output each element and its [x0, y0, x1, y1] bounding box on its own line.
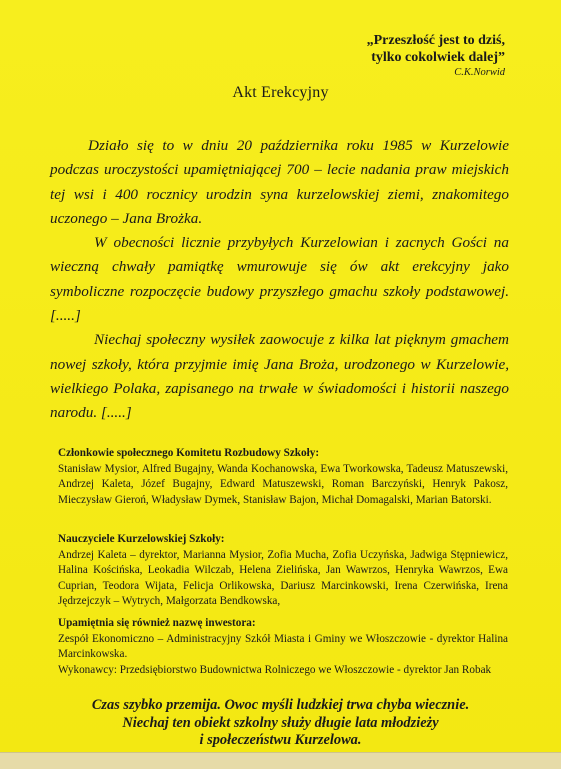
investor-line-2: Wykonawcy: Przedsiębiorstwo Budownictwa Rolniczego we Włoszczowie - dyrektor Jan Robak	[58, 663, 492, 676]
main-paragraph-3: Niechaj społeczny wysiłek zaowocuje z kilka lat pięknym gmachem nowej szkoły, która przyjmie imię Jana Broża, urodzonego w Kurzelowie, wielkiego Polaka, zapisanego na trwałe w świadomości i historii naszego narodu. [.....]	[50, 331, 509, 422]
teachers-heading: Nauczyciele Kurzelowskiej Szkoły:	[58, 533, 225, 545]
motto-quote	[345, 32, 505, 79]
closing-text	[40, 697, 521, 750]
committee-names: Stanisław Mysior, Alfred Bugajny, Wanda Kochanowska, Ewa Tworkowska, Tadeusz Matuszewski, Andrzej Kaleta, Józef Bugajny, Edward Matuszewski, Roman Barczyński, Henryk Pakosz, Mieczysław Gieroń, Władysław Dymek, Stanisław Bajon, Michał Domagalski, Marian Batorski.	[58, 462, 508, 506]
teachers-names: Andrzej Kaleta – dyrektor, Marianna Mysior, Zofia Mucha, Zofia Uczyńska, Jadwiga Stępniewicz, Halina Kościńska, Leokadia Wilczab, Helena Zielińska, Jan Wawrzos, Henryka Wawrzos, Ewa Cuprian, Teodora Wijata, Felicja Orlikowska, Dariusz Marcinkowski, Irena Czerwińska, Irena Jędrzejczyk – Wytrych, Małgorzata Bendkowska,	[58, 548, 508, 608]
closing-line-2: Niechaj ten obiekt szkolny służy długie lata młodzieży	[122, 714, 439, 731]
motto-author: C.K.Norwid	[454, 67, 505, 78]
scan-bottom-edge	[0, 752, 561, 769]
main-text	[50, 134, 509, 426]
teachers-section	[58, 532, 508, 610]
investor-heading: Upamiętnia się również nazwę inwestora:	[58, 617, 256, 629]
main-paragraph-2: W obecności licznie przybyłych Kurzelowian i zacnych Gości na wieczną chwały pamiątkę wmurowuje się ów akt erekcyjny jako symboliczne rozpoczęcie budowy przyszłego gmachu szkoły podstawowej. [.....]	[50, 234, 509, 325]
committee-section	[58, 446, 508, 508]
investor-section	[58, 616, 508, 678]
main-paragraph-1: Działo się to w dniu 20 października roku 1985 w Kurzelowie podczas uroczystości upamiętniającej 700 – lecie nadania praw miejskich tej wsi i 400 rocznicy urodzin syna kurzelowskiej ziemi, znakomitego uczonego – Jana Brożka.	[50, 137, 509, 227]
closing-line-1: Czas szybko przemija. Owoc myśli ludzkiej trwa chyba wiecznie.	[91, 697, 470, 713]
document-title: Akt Erekcyjny	[232, 84, 329, 101]
closing-line-3: i społeczeństwu Kurzelowa.	[199, 732, 362, 748]
investor-line-1: Zespół Ekonomiczno – Administracyjny Szkół Miasta i Gminy we Włoszczowie - dyrektor Halina Marcinkowska.	[58, 632, 508, 661]
committee-heading: Członkowie społecznego Komitetu Rozbudowy Szkoły:	[58, 447, 320, 459]
motto-line-1: „Przeszłość jest to dziś,	[366, 33, 505, 48]
motto-line-2: tylko cokolwiek dalej”	[371, 50, 505, 65]
